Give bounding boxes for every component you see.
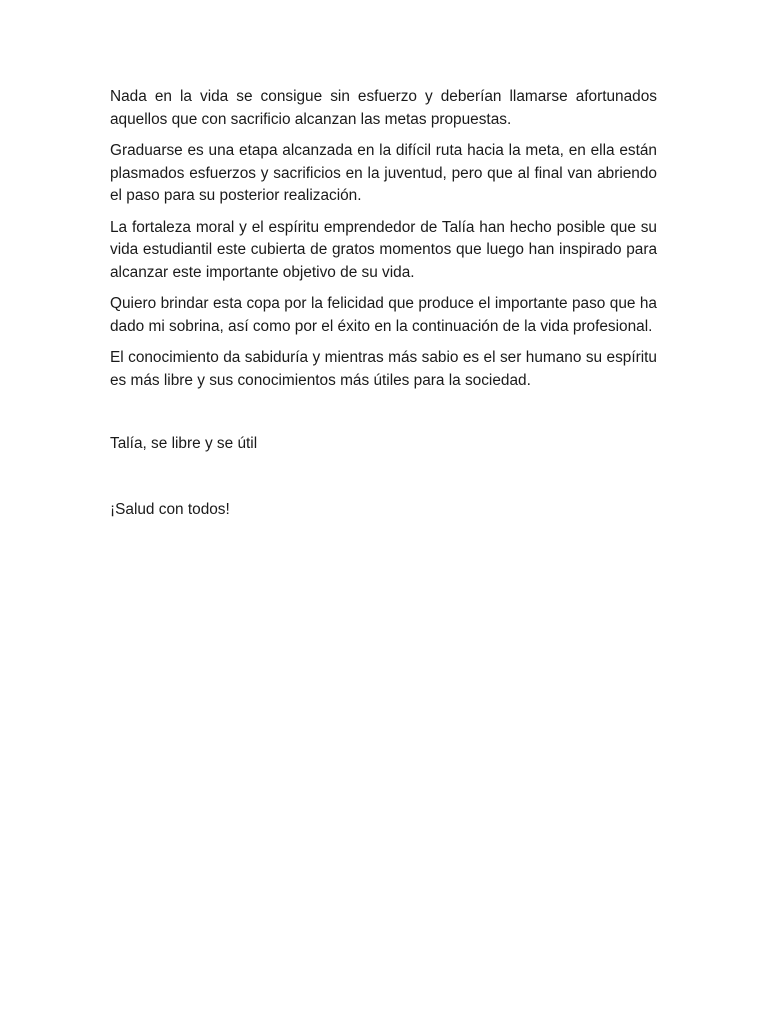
closing-dedication: Talía, se libre y se útil [110, 435, 258, 452]
paragraph-2: Graduarse es una etapa alcanzada en la difícil ruta hacia la meta, en ella están plasmados esfuerzos y sacrificios en la juventud, pero que al final van abriendo el paso para su posterior realización. [110, 142, 657, 204]
closing-toast: ¡Salud con todos! [110, 500, 230, 518]
paragraph-5: El conocimiento da sabiduría y mientras más sabio es el ser humano su espíritu es más libre y sus conocimientos más útiles para la sociedad. [110, 349, 657, 389]
document-body [110, 86, 657, 521]
paragraph-1: Nada en la vida se consigue sin esfuerzo y deberían llamarse afortunados aquellos que con sacrificio alcanzan las metas propuestas. [110, 88, 657, 128]
paragraph-3: La fortaleza moral y el espíritu emprendedor de Talía han hecho posible que su vida estudiantil este cubierta de gratos momentos que luego han inspirado para alcanzar este importante objetivo de su vida. [110, 218, 657, 281]
paragraph-4: Quiero brindar esta copa por la felicidad que produce el importante paso que ha dado mi sobrina, así como por el éxito en la continuación de la vida profesional. [110, 295, 657, 335]
